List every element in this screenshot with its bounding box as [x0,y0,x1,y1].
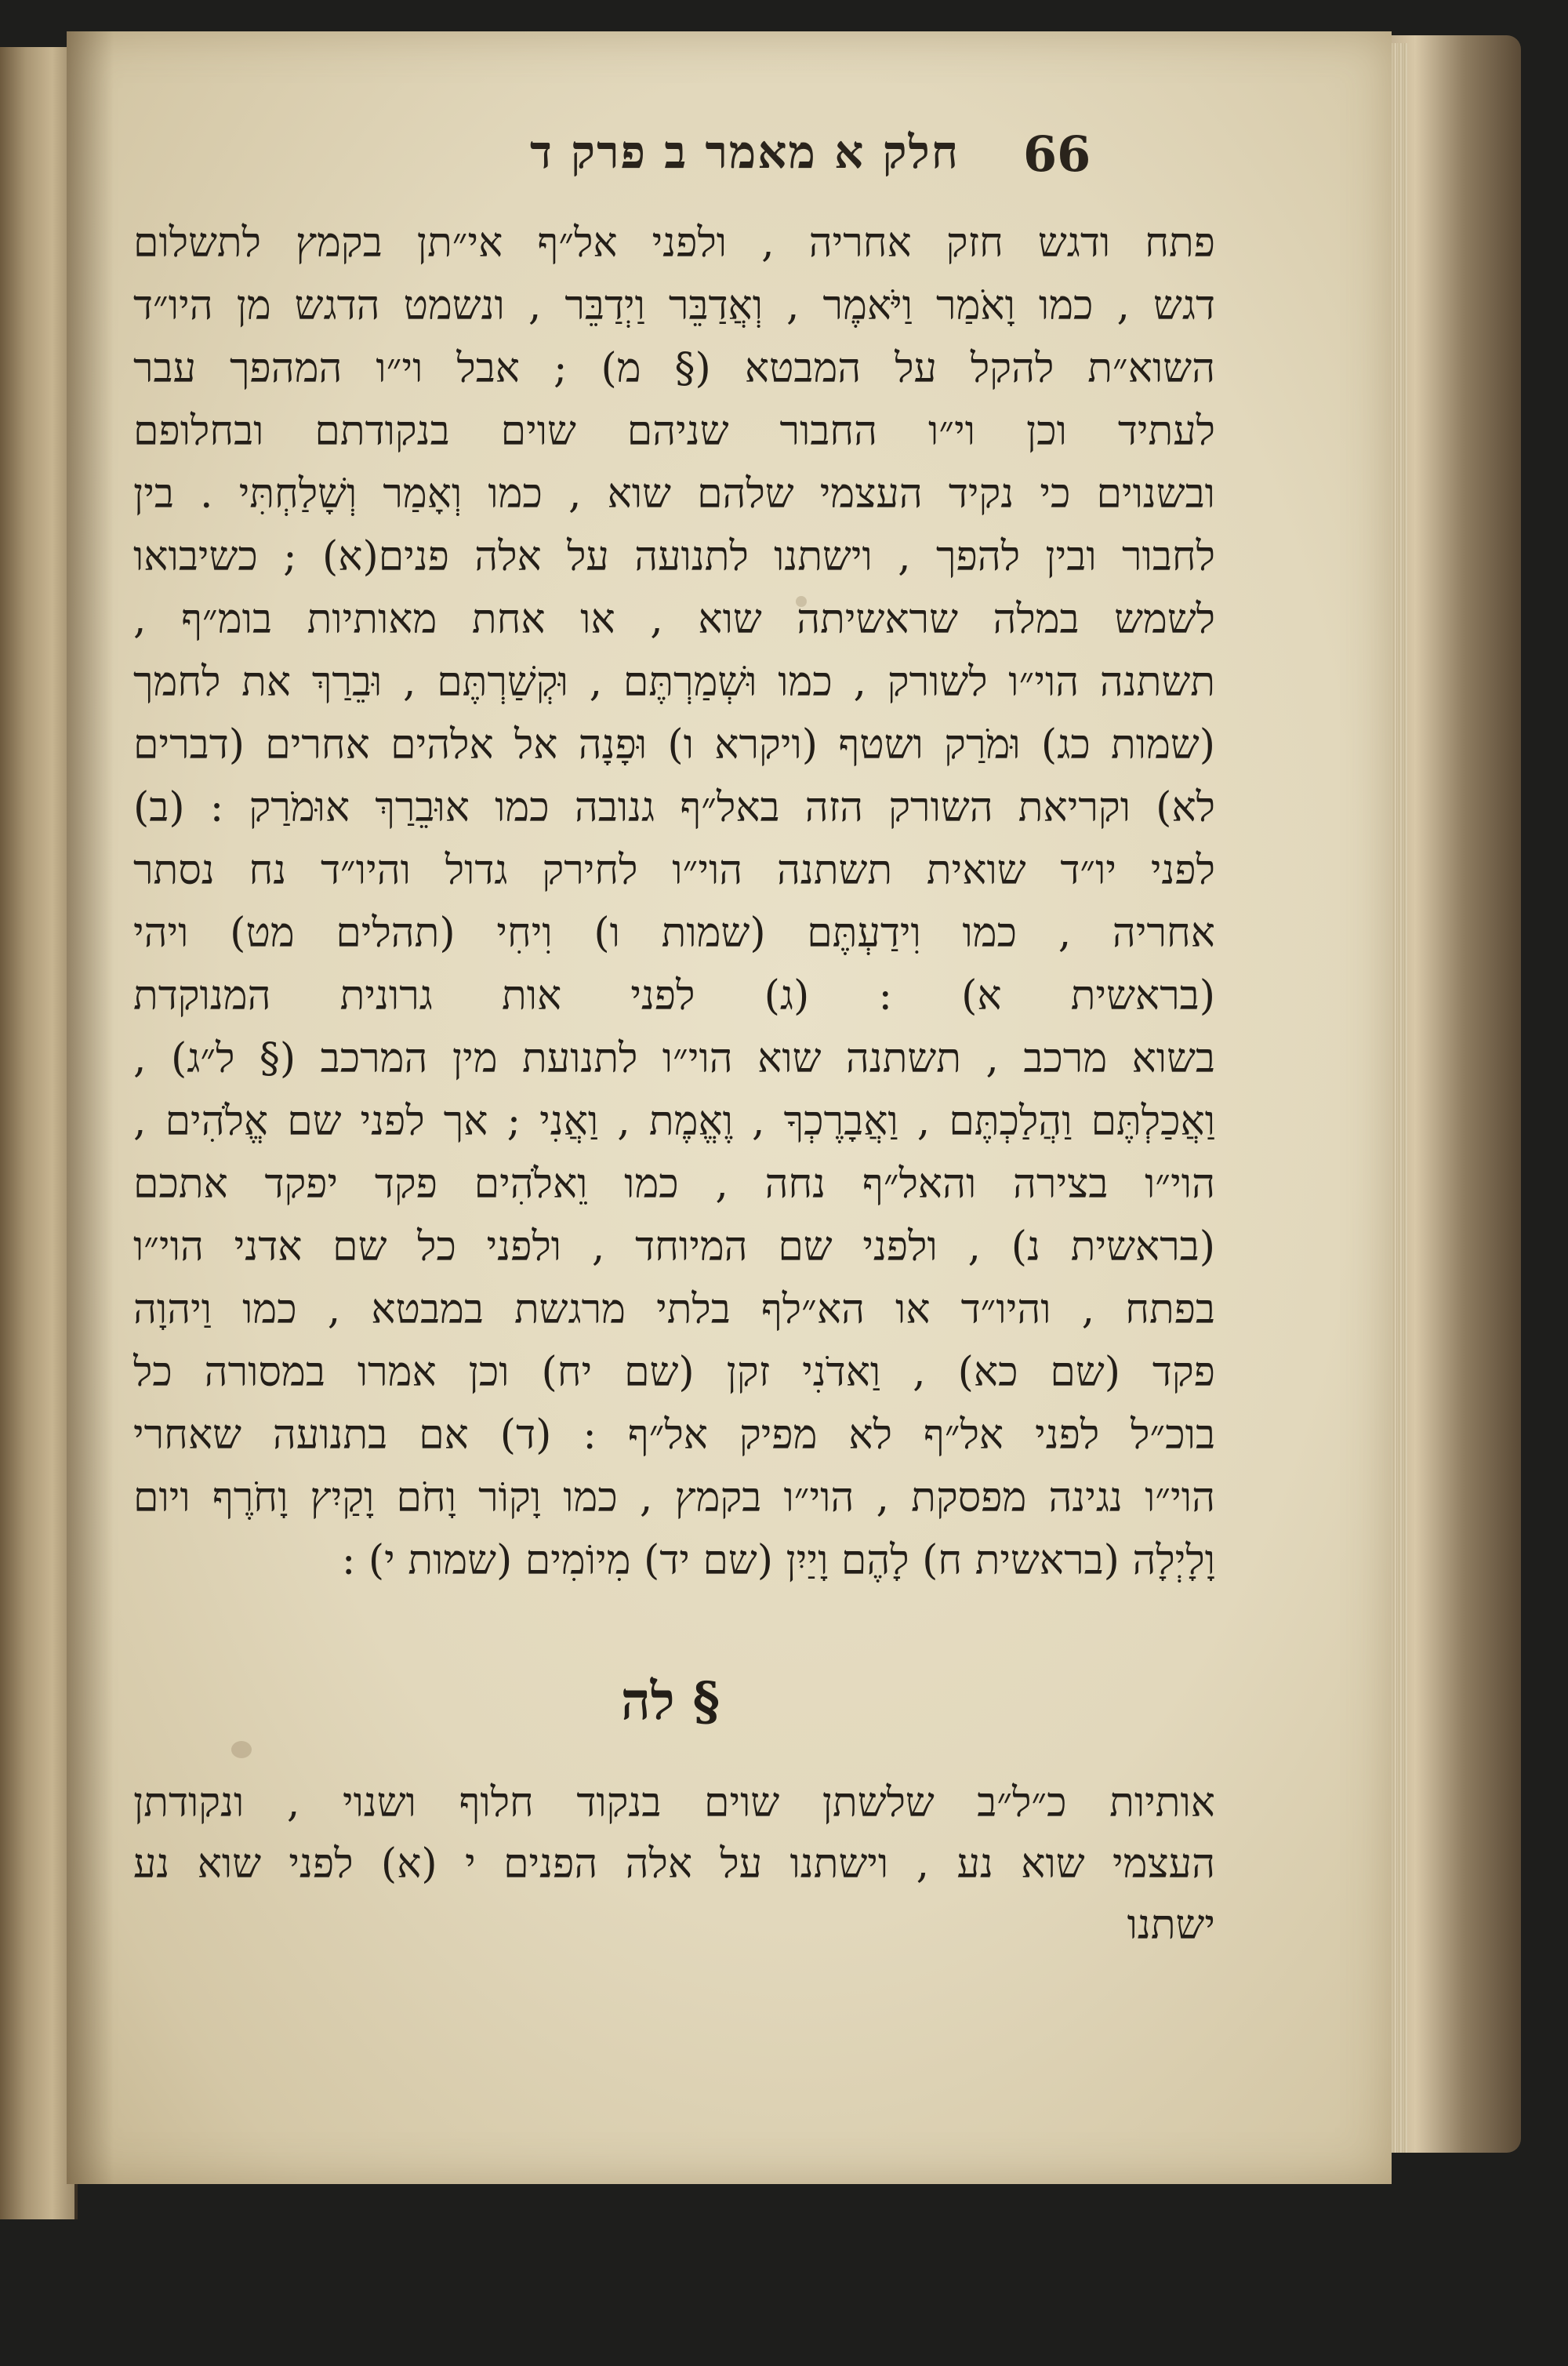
gutter-shadow [67,31,114,2184]
ink-spot [231,1741,252,1758]
text-line: לחבור ובין להפך , וישתנו לתנועה על אלה פנים(א) ; כשיבואו [133,533,1215,580]
text-line: דגש , כמו וָאֹמַר וַיֹּאמֶר , וְאֲדַבֵּר וַיְדַבֵּר , ונשמט הדגש מן היו״ד [133,282,1215,329]
running-head: חלק א מאמר ב פרק ד [529,125,960,179]
text-line: הוי״ו בצירה והאל״ף נחה , כמו וֵאלֹהִים פקד יפקד אתכם [133,1161,1215,1208]
text-line: (בראשית א) : (ג) לפני אות גרונית המנוקדת [133,972,1215,1019]
text-line: בשוא מרכב , תשתנה שוא הוי״ו לתנועת מין המרכב (§ ל״ג) , [133,1035,1215,1082]
page-number: 66 [1023,125,1091,183]
text-line: (שמות כג) וּמֹרַק ושטף (ויקרא ו) וּפָנָה אל אלהים אחרים (דברים [133,721,1215,769]
section-heading: § לה [620,1670,720,1732]
text-line: השוא״ת להקל על המבטא (§ מ) ; אבל וי״ו המהפך עבר [133,345,1215,392]
text-line: תשתנה הוי״ו לשורק , כמו וּשְׁמַרְתֶּם , וּקְשַׁרְתֶּם , וּבֵרַךְ את לחמך [133,659,1215,706]
text-line: בפתח , והיו״ד או הא״לף בלתי מרגשת במבטא , כמו וַיהוָה [133,1286,1215,1333]
text-line: אותיות כ״ל״ב שלשתן שוים בנקוד חלוף ושנוי , ונקודתן [133,1779,1215,1826]
text-line: העצמי שוא נע , וישתנו על אלה הפנים י (א) לפני שוא נע [133,1841,1215,1888]
text-line: אחריה , כמו וִידַעְתֶּם (שמות ו) וִיחִי (תהלים מט) ויהי [133,910,1215,957]
text-line: פתח ודגש חזק אחריה , ולפני אל״ף אי״תן בקמץ לתשלום [133,220,1215,267]
text-line: הוי״ו נגינה מפסקת , הוי״ו בקמץ , כמו וָקוֹר וָחֹם וָקַיִץ וָחֹרֶף ויום [133,1474,1215,1521]
text-line: פקד (שם כא) , וַאדֹנִי זקן (שם יח) וכן אמרו במסורה כל [133,1349,1215,1396]
text-line: (בראשית נ) , ולפני שם המיוחד , ולפני כל שם אדני הוי״ו [133,1223,1215,1270]
page-header [439,125,1113,188]
section-text [133,1772,1215,1956]
text-line: לא) וקריאת השורק הזה באל״ף גנובה כמו אוּבֵרַךְ אוּמֹרַק : (ב) [133,784,1215,831]
text-line: בוכ״ל לפני אל״ף לא מפיק אל״ף : (ד) אם בתנועה שאחרי [133,1412,1215,1459]
body-text [133,212,1215,1592]
text-line: וַאֲכַלְתֶּם וַהֲלַכְתֶּם , וַאֲבָרֶכְךָ , וֶאֱמֶת , וַאֲנִי ; אך לפני שם אֱלֹהִים , [133,1098,1215,1145]
text-line: ובשנוים כי נקיד העצמי שלהם שוא , כמו וְאָמַר וְשָׁלַחְתִּי . בין [133,471,1215,518]
text-line: לעתיד וכן וי״ו החבור שניהם שוים בנקודתם ובחלופם [133,408,1215,455]
text-line: לפני יו״ד שואית תשתנה הוי״ו לחירק גדול והיו״ד נח נסתר [133,847,1215,894]
catchword: ישתנו [1127,1902,1215,1949]
text-line: וָלָיְלָה (בראשית ח) לָהֶם וָיַיִן (שם יד) מִיוֹמִים (שמות י) : [341,1537,1215,1584]
text-line: לשמש במלה שראשיתה שוא , או אחת מאותיות בומ״ף , [133,596,1215,643]
